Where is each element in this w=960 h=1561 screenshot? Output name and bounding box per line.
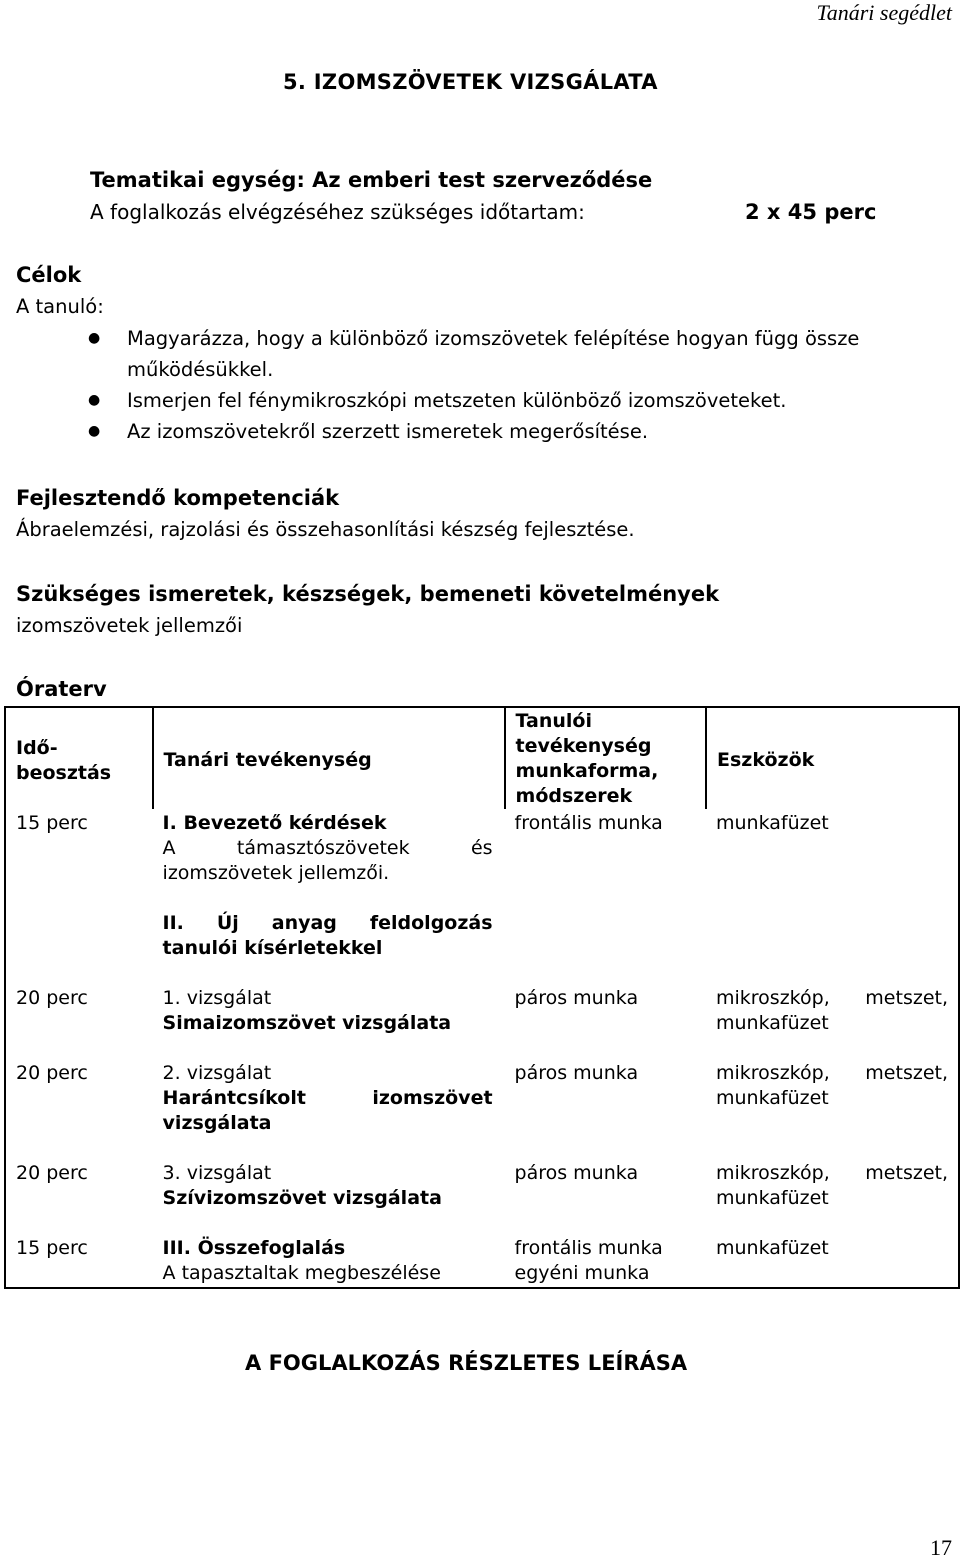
lesson-plan-heading: Óraterv [16,677,107,701]
competencies-heading: Fejlesztendő kompetenciák [16,486,340,510]
requirements-heading: Szükséges ismeretek, készségek, bemeneti követelmények [16,582,720,606]
cell-teacher: II. Új anyag feldolgozás tanulói kísérletekkel [162,912,493,959]
duration-label: A foglalkozás elvégzéséhez szükséges időtartam: [90,200,585,224]
goals-heading: Célok [16,263,82,287]
cell-tools: munkafüzet [716,1237,829,1259]
bullet-icon: ● [88,392,101,408]
lesson-plan-table [4,706,960,1289]
table-header-row [5,707,959,809]
table-row [5,886,959,961]
goal-item [0,416,927,447]
cell-time [5,886,153,961]
goal-text: Ismerjen fel fénymikroszkópi metszeten különböző izomszöveteket. [127,389,787,412]
header-teacher-activity: Tanári tevékenység [153,707,505,809]
goals-list [0,323,927,447]
cell-tools: munkafüzet [716,812,829,834]
requirements-text: izomszövetek jellemzői [16,614,243,637]
cell-tools [706,886,959,961]
cell-teacher: 1. vizsgálat Simaizomszövet vizsgálata [162,987,452,1034]
table-row [5,1036,959,1136]
cell-teacher: III. Összefoglalás A tapasztaltak megbeszélése [162,1237,441,1284]
running-header: Tanári segédlet [816,0,952,25]
header-student-activity: Tanulói tevékenység munkaforma, módszerek [505,707,706,809]
header-time: Idő- beosztás [5,707,153,809]
cell-method: páros munka [514,1162,639,1184]
cell-time: 15 perc [16,812,88,834]
duration-value: 2 x 45 perc [745,200,877,224]
cell-teacher: I. Bevezető kérdések A támasztószövetek és izomszövetek jellemzői. [162,812,493,884]
cell-method: frontális munka egyéni munka [514,1237,663,1284]
goals-intro: A tanuló: [16,295,104,318]
table-row [5,961,959,1036]
table-row [5,1211,959,1288]
bullet-icon: ● [88,330,101,346]
goal-text: Az izomszövetekről szerzett ismeretek megerősítése. [127,420,649,443]
cell-method [505,886,706,961]
cell-tools: mikroszkóp, metszet, munkafüzet [716,1162,948,1209]
competencies-text: Ábraelemzési, rajzolási és összehasonlítási készség fejlesztése. [16,518,635,541]
table-row [5,809,959,886]
chapter-title: 5. IZOMSZÖVETEK VIZSGÁLATA [283,70,658,94]
goal-text: Magyarázza, hogy a különböző izomszövetek felépítése hogyan függ össze működésükkel. [127,327,860,381]
cell-time: 20 perc [16,1062,88,1084]
cell-tools: mikroszkóp, metszet, munkafüzet [716,987,948,1034]
cell-time: 15 perc [16,1237,88,1259]
bullet-icon: ● [88,423,101,439]
goal-item [0,323,927,385]
cell-method: páros munka [514,1062,639,1084]
cell-tools: mikroszkóp, metszet, munkafüzet [716,1062,948,1109]
unit-title: Tematikai egység: Az emberi test szerveződése [90,168,653,192]
cell-teacher: 2. vizsgálat Harántcsíkolt izomszövet vizsgálata [162,1062,493,1134]
goal-item [0,385,927,416]
cell-method: frontális munka [514,812,663,834]
cell-time: 20 perc [16,987,88,1009]
cell-time: 20 perc [16,1162,88,1184]
header-tools: Eszközök [717,749,815,771]
detailed-description-title: A FOGLALKOZÁS RÉSZLETES LEÍRÁSA [245,1351,688,1375]
cell-method: páros munka [514,987,639,1009]
cell-teacher: 3. vizsgálat Szívizomszövet vizsgálata [162,1162,442,1209]
page-number: 17 [930,1535,952,1560]
table-row [5,1136,959,1211]
